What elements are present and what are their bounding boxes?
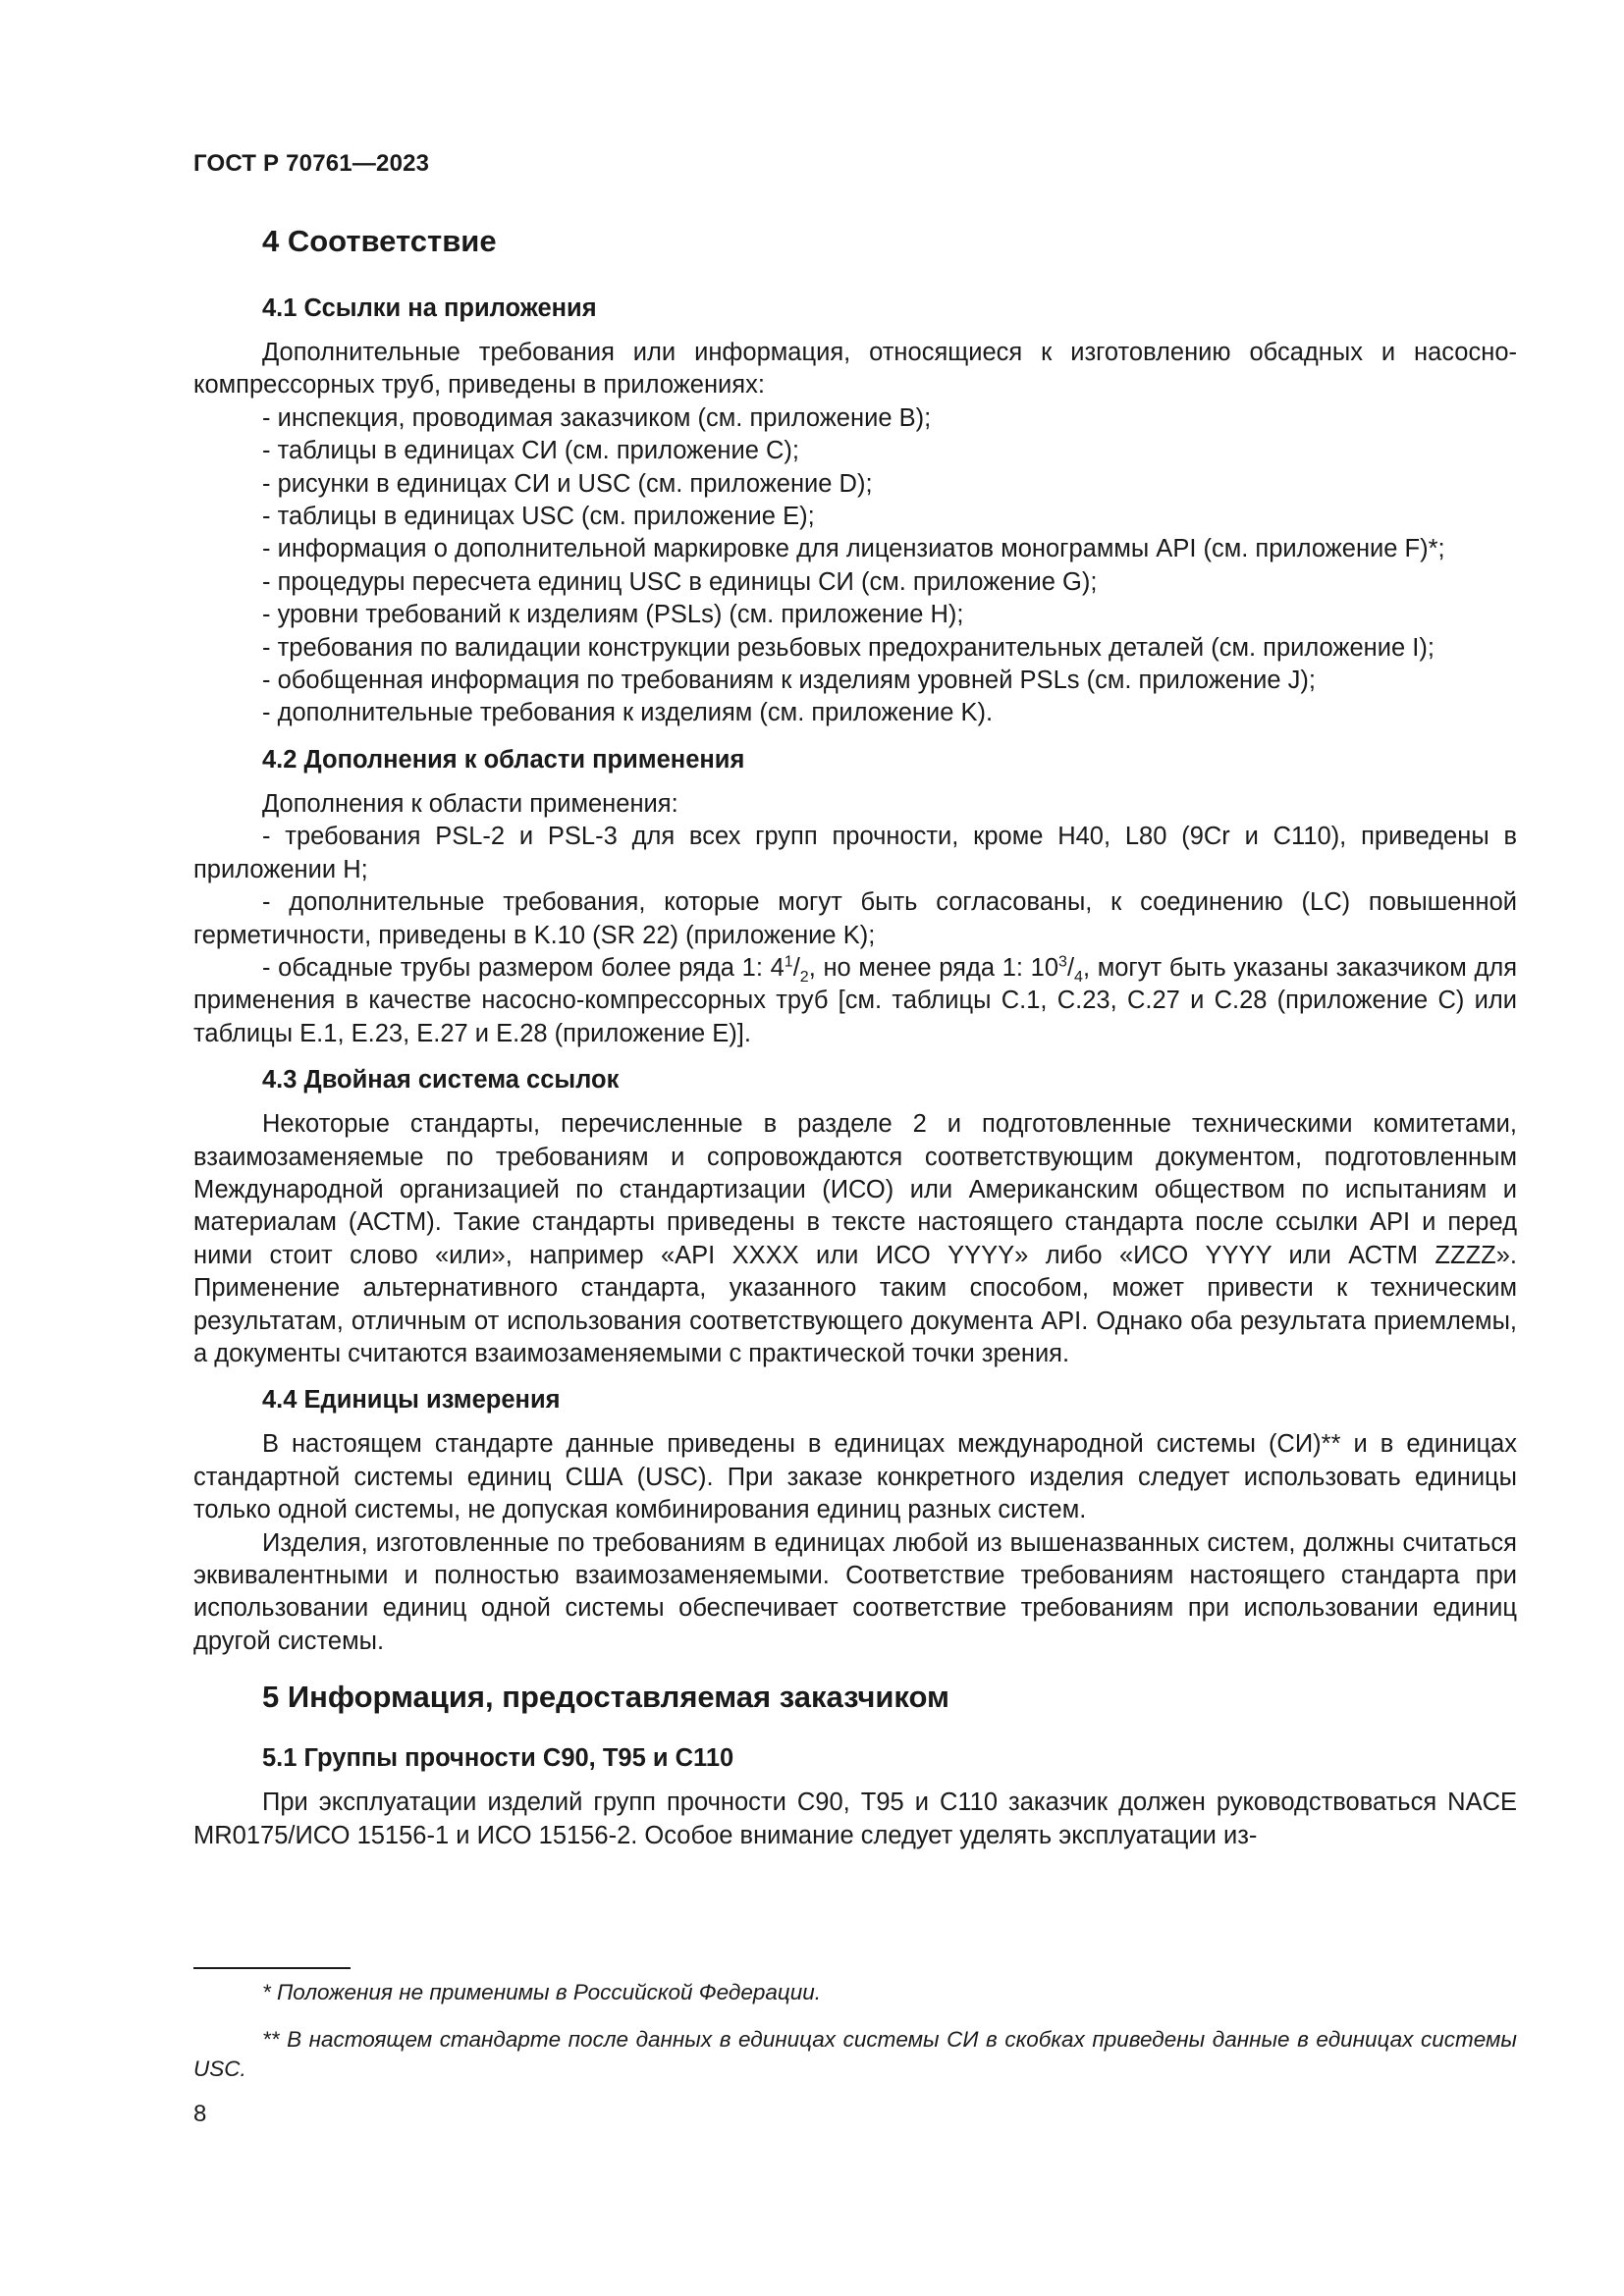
list-item: - информация о дополнительной маркировке для лицензиатов монограммы API (см. приложение F)*; (262, 535, 1445, 563)
item-text: , могут быть указаны заказчиком для применения в качестве насосно-компрессорных труб [см. таблицы С.1, С.23, С.27 и С.28 (приложение С) или таблицы Е.1, Е.23, Е.27 и Е.28 (приложение Е)]. (193, 953, 1518, 1047)
item-text: , но менее ряда 1: 10 (808, 953, 1059, 982)
list-item: - дополнительные требования, которые могут быть согласованы, к соединению (LC) повышенной герметичности, приведены в K.10 (SR 22) (приложение K); (193, 888, 1517, 949)
running-header: ГОСТ Р 70761—2023 (193, 150, 430, 177)
section-4-1-intro: Дополнительные требования или информация, относящиеся к изготовлению обсадных и насосно-компрессорных труб, приведены в приложениях: (193, 339, 1517, 400)
section-4-3-text: Некоторые стандарты, перечисленные в разделе 2 и подготовленные техническими комитетами, взаимозаменяемые по требованиям и сопровождаются соответствующим документом, подготовленным Международной организацией по стандартизации (ИСО) или Американским обществом по испытаниям и материалам (АСТМ). Такие стандарты приведены в тексте настоящего стандарта после ссылки API и перед ними стоит слово «или», например «API XXXX или ИСО YYYY» либо «ИСО YYYY или АСТМ ZZZZ». Применение альтернативного стандарта, указанного таким способом, может привести к техническим результатам, отличным от использования соответствующего документа API. Однако оба результата приемлемы, а документы считаются взаимозаменяемыми с практической точки зрения. (193, 1110, 1517, 1367)
footnote-separator (193, 1967, 351, 1969)
section-4-title: 4 Соответствие (262, 224, 497, 258)
fraction-numerator: 3 (1058, 953, 1067, 971)
list-item: - рисунки в единицах СИ и USC (см. приложение D); (262, 469, 873, 498)
list-item: - таблицы в единицах СИ (см. приложение С); (262, 437, 799, 465)
section-4-1-title: 4.1 Ссылки на приложения (262, 294, 597, 322)
page-number: 8 (193, 2101, 207, 2127)
section-4-4-paragraph-2: Изделия, изготовленные по требованиям в единицах любой из вышеназванных систем, должны считаться эквивалентными и полностью взаимозаменяемыми. Соответствие требованиям настоящего стандарта при использовании единиц одной системы обеспечивает соответствие требованиям при использовании единиц другой системы. (193, 1528, 1517, 1655)
section-4-2-title: 4.2 Дополнения к области применения (262, 745, 745, 774)
section-4-4-title: 4.4 Единицы измерения (262, 1386, 561, 1415)
list-item: - требования PSL-2 и PSL-3 для всех групп прочности, кроме H40, L80 (9Cr и C110), приведены в приложении H; (193, 823, 1517, 883)
body-content (193, 224, 1517, 1852)
section-5-1-text: При эксплуатации изделий групп прочности С90, Т95 и С110 заказчик должен руководствоваться NACE MR0175/ИСО 15156-1 и ИСО 15156-2. Особое внимание следует уделять эксплуатации из- (193, 1789, 1517, 1849)
section-4-4-paragraph-1: В настоящем стандарте данные приведены в единицах международной системы (СИ)** и в единицах стандартной системы единиц США (USC). При заказе конкретного изделия следует использовать единицы только одной системы, не допуская комбинирования единиц разных систем. (193, 1430, 1517, 1524)
list-item: - процедуры пересчета единиц USC в единицы СИ (см. приложение G); (262, 567, 1098, 596)
section-4-3-title: 4.3 Двойная система ссылок (262, 1066, 620, 1095)
list-item: - дополнительные требования к изделиям (см. приложение K). (262, 699, 994, 727)
list-item: - требования по валидации конструкции резьбовых предохранительных деталей (см. приложение I); (262, 633, 1435, 662)
section-5-title: 5 Информация, предоставляемая заказчиком (262, 1680, 949, 1715)
item-text: - обсадные трубы размером более ряда 1: 4 (262, 953, 785, 982)
list-item: - таблицы в единицах USC (см. приложение E); (262, 503, 815, 531)
footnote-2: ** В настоящем стандарте после данных в единицах системы СИ в скобках приведены данные в единицах системы USC. (193, 2027, 1517, 2081)
fraction-numerator: 1 (784, 953, 793, 971)
list-item: - инспекция, проводимая заказчиком (см. приложение B); (262, 403, 932, 432)
section-4-2-intro: Дополнения к области применения: (262, 789, 678, 818)
list-item-fraction: - обсадные трубы размером более ряда 1: $4^1/_2$, но менее ряда 1: $10^3/_4$, могут быть указаны заказчиком для применения в качестве насосно-компрессорных труб [см. таблицы С.1, С.23, С.27 и С.28 (приложение С) или таблицы Е.1, Е.23, Е.27 и Е.28 (приложение Е)]. (193, 953, 1518, 1047)
fraction-denominator: 4 (1074, 969, 1083, 986)
list-item: - уровни требований к изделиям (PSLs) (см. приложение H); (262, 601, 964, 629)
list-item: - обобщенная информация по требованиям к изделиям уровней PSLs (см. приложение J); (262, 667, 1316, 695)
section-5-1-title: 5.1 Группы прочности С90, Т95 и С110 (262, 1744, 734, 1773)
fraction-denominator: 2 (799, 969, 809, 986)
footnote-1: * Положения не применимы в Российской Федерации. (262, 1980, 822, 2004)
